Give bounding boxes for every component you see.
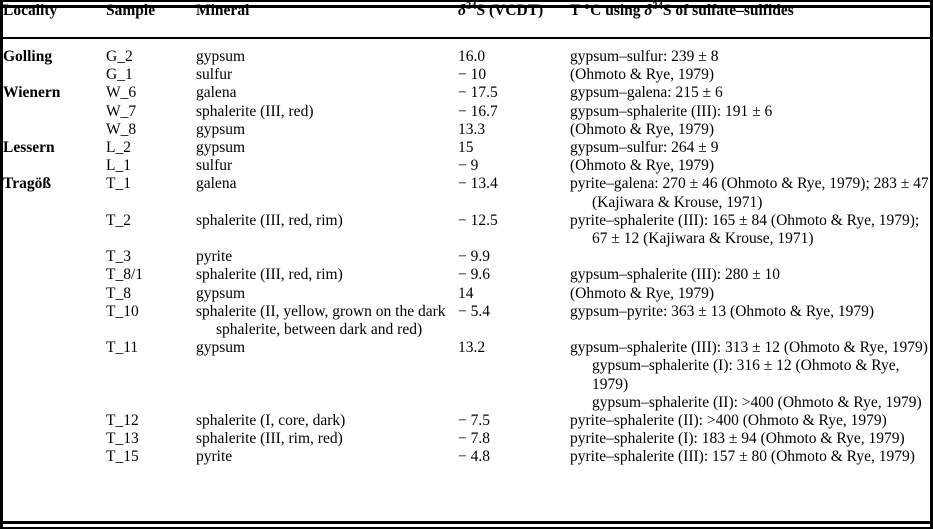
table-row xyxy=(3,285,930,303)
column-header-locality: Locality xyxy=(3,2,58,19)
cell-mineral: galena xyxy=(196,175,237,193)
table-row xyxy=(3,48,930,66)
temperature-line: (Ohmoto & Rye, 1979) xyxy=(570,157,715,175)
temperature-line: pyrite–sphalerite (I): 183 ± 94 (Ohmoto & Rye, 1979) xyxy=(570,430,905,448)
temperature-line: (Ohmoto & Rye, 1979) xyxy=(570,120,715,138)
cell-delta: − 9.9 xyxy=(458,248,490,266)
cell-locality xyxy=(3,248,106,266)
table-row xyxy=(3,103,930,121)
table-row xyxy=(3,303,930,339)
column-header-sample: Sample xyxy=(106,2,156,19)
temperature-line: (Ohmoto & Rye, 1979) xyxy=(570,66,715,84)
cell-mineral: gypsum xyxy=(196,48,246,65)
cell-sample: T_10 xyxy=(106,302,139,320)
table-body xyxy=(3,37,930,467)
temperature-line: gypsum–galena: 215 ± 6 xyxy=(570,84,723,102)
cell-sample: T_13 xyxy=(106,430,139,448)
cell-temperature xyxy=(570,139,930,157)
cell-temperature xyxy=(570,48,930,66)
cell-locality: Golling xyxy=(3,48,53,65)
cell-sample: T_15 xyxy=(106,448,139,466)
cell-sample: G_2 xyxy=(106,48,133,65)
table-row xyxy=(3,66,930,84)
cell-mineral: sphalerite (I, core, dark) xyxy=(196,412,346,430)
header-row xyxy=(3,2,930,37)
cell-delta: − 9.6 xyxy=(458,266,490,284)
cell-delta: 15 xyxy=(458,139,474,157)
temperature-line: pyrite–galena: 270 ± 46 (Ohmoto & Rye, 1979); 283 ± 47 (Kajiwara & Krouse, 1971) xyxy=(570,175,929,211)
cell-locality xyxy=(3,303,106,339)
table-row xyxy=(3,248,930,266)
cell-temperature xyxy=(570,103,930,121)
cell-delta: 14 xyxy=(458,284,474,302)
table-row xyxy=(3,84,930,102)
cell-mineral: sulfur xyxy=(196,157,233,175)
table-row xyxy=(3,139,930,157)
cell-temperature xyxy=(570,266,930,284)
temperature-line: pyrite–sphalerite (III): 165 ± 84 (Ohmoto & Rye, 1979); 67 ± 12 (Kajiwara & Krouse, 1971) xyxy=(570,211,920,248)
table-row xyxy=(3,430,930,448)
cell-locality: Lessern xyxy=(3,139,55,157)
cell-locality xyxy=(3,157,106,175)
table-row xyxy=(3,121,930,139)
cell-locality xyxy=(3,66,106,84)
temp-delta-symbol: δ xyxy=(644,2,653,19)
table-row xyxy=(3,212,930,248)
cell-locality xyxy=(3,430,106,448)
cell-delta: − 10 xyxy=(458,66,487,84)
spacer-cell xyxy=(106,37,196,48)
table-row xyxy=(3,412,930,430)
cell-temperature xyxy=(570,175,930,211)
delta-superscript: 34 xyxy=(465,0,477,12)
cell-sample: T_3 xyxy=(106,248,131,266)
spacer-cell xyxy=(458,37,570,48)
table-header xyxy=(3,2,930,37)
cell-delta: − 16.7 xyxy=(458,102,498,120)
cell-sample: T_1 xyxy=(106,175,131,193)
cell-sample: T_2 xyxy=(106,211,131,229)
cell-mineral: gypsum xyxy=(196,284,246,302)
cell-temperature xyxy=(570,248,930,266)
cell-locality xyxy=(3,103,106,121)
cell-sample: T_8/1 xyxy=(106,266,144,284)
column-header-temperature xyxy=(570,2,930,37)
cell-delta: 16.0 xyxy=(458,48,486,65)
cell-temperature xyxy=(570,448,930,466)
cell-mineral: sphalerite (III, rim, red) xyxy=(196,430,343,448)
temperature-line: gypsum–sphalerite (III): 191 ± 6 xyxy=(570,102,773,120)
cell-locality xyxy=(3,121,106,139)
cell-mineral: sphalerite (III, red, rim) xyxy=(196,266,343,284)
cell-sample: T_12 xyxy=(106,412,139,430)
cell-sample: W_7 xyxy=(106,102,137,120)
table-row xyxy=(3,175,930,211)
cell-locality xyxy=(3,266,106,284)
spacer-cell xyxy=(196,37,458,48)
cell-locality xyxy=(3,212,106,248)
cell-delta: − 9 xyxy=(458,157,479,175)
cell-mineral: sphalerite (III, red, rim) xyxy=(196,211,343,229)
cell-mineral: gypsum xyxy=(196,139,246,157)
cell-delta: 13.3 xyxy=(458,120,486,138)
cell-temperature xyxy=(570,212,930,248)
cell-temperature xyxy=(570,157,930,175)
delta-label-rest: S (VCDT) xyxy=(476,2,544,19)
temperature-line: (Ohmoto & Rye, 1979) xyxy=(570,284,715,302)
table-row xyxy=(3,448,930,466)
cell-mineral: pyrite xyxy=(196,448,233,466)
cell-locality xyxy=(3,285,106,303)
cell-mineral: gypsum xyxy=(196,339,246,357)
temp-superscript: 34 xyxy=(652,0,663,12)
cell-delta: − 7.8 xyxy=(458,430,490,448)
column-header-delta34s xyxy=(458,2,570,37)
cell-mineral: sphalerite (II, yellow, grown on the dark sphalerite, between dark and red) xyxy=(196,302,446,339)
spacer-cell xyxy=(570,37,930,48)
temperature-line: gypsum–sphalerite (I): 316 ± 12 (Ohmoto & Rye, 1979) xyxy=(592,357,900,393)
isotope-data-table xyxy=(3,2,930,467)
temp-label-part1: T °C using xyxy=(570,2,645,19)
cell-sample: W_6 xyxy=(106,84,137,102)
temperature-line: gypsum–sphalerite (III): 280 ± 10 xyxy=(570,266,780,284)
cell-sample: L_1 xyxy=(106,157,131,175)
temperature-line: gypsum–pyrite: 363 ± 13 (Ohmoto & Rye, 1979) xyxy=(570,302,875,320)
cell-delta: − 7.5 xyxy=(458,412,490,430)
temperature-line: gypsum–sulfur: 239 ± 8 xyxy=(570,48,719,65)
delta-symbol: δ xyxy=(458,2,466,19)
temperature-line: gypsum–sphalerite (II): >400 (Ohmoto & Rye, 1979) xyxy=(592,393,922,411)
cell-sample: G_1 xyxy=(106,66,133,84)
bottom-border-rule xyxy=(3,521,930,524)
cell-delta: − 17.5 xyxy=(458,84,498,102)
cell-temperature xyxy=(570,84,930,102)
cell-temperature xyxy=(570,339,930,412)
cell-sample: W_8 xyxy=(106,120,137,138)
cell-sample: T_8 xyxy=(106,284,131,302)
cell-temperature xyxy=(570,430,930,448)
cell-temperature xyxy=(570,66,930,84)
temperature-line: gypsum–sulfur: 264 ± 9 xyxy=(570,139,719,157)
cell-temperature xyxy=(570,285,930,303)
cell-locality xyxy=(3,339,106,412)
cell-delta: − 4.8 xyxy=(458,448,490,466)
temperature-line: pyrite–sphalerite (III): 157 ± 80 (Ohmoto & Rye, 1979) xyxy=(570,448,915,466)
temperature-line: pyrite–sphalerite (II): >400 (Ohmoto & Rye, 1979) xyxy=(570,412,887,430)
temp-label-part2: S of sulfate–sulfides xyxy=(662,2,794,19)
cell-mineral: sphalerite (III, red) xyxy=(196,102,314,120)
header-spacer-row xyxy=(3,37,930,48)
cell-locality: Tragöß xyxy=(3,175,51,193)
cell-mineral: galena xyxy=(196,84,237,102)
cell-temperature xyxy=(570,303,930,339)
spacer-cell xyxy=(3,37,106,48)
cell-temperature xyxy=(570,121,930,139)
cell-mineral: sulfur xyxy=(196,66,233,84)
cell-delta: − 12.5 xyxy=(458,211,498,229)
table-row xyxy=(3,157,930,175)
cell-delta: − 13.4 xyxy=(458,175,498,193)
column-header-mineral: Mineral xyxy=(196,2,250,19)
cell-sample: L_2 xyxy=(106,139,131,157)
cell-sample: T_11 xyxy=(106,339,139,357)
cell-delta: − 5.4 xyxy=(458,302,490,320)
cell-delta: 13.2 xyxy=(458,339,486,357)
table-row xyxy=(3,339,930,412)
table-row xyxy=(3,266,930,284)
cell-mineral: pyrite xyxy=(196,248,233,266)
cell-mineral: gypsum xyxy=(196,120,246,138)
cell-locality: Wienern xyxy=(3,84,61,102)
cell-locality xyxy=(3,448,106,466)
cell-temperature xyxy=(570,412,930,430)
temperature-line: gypsum–sphalerite (III): 313 ± 12 (Ohmoto & Rye, 1979) xyxy=(570,339,928,357)
cell-locality xyxy=(3,412,106,430)
